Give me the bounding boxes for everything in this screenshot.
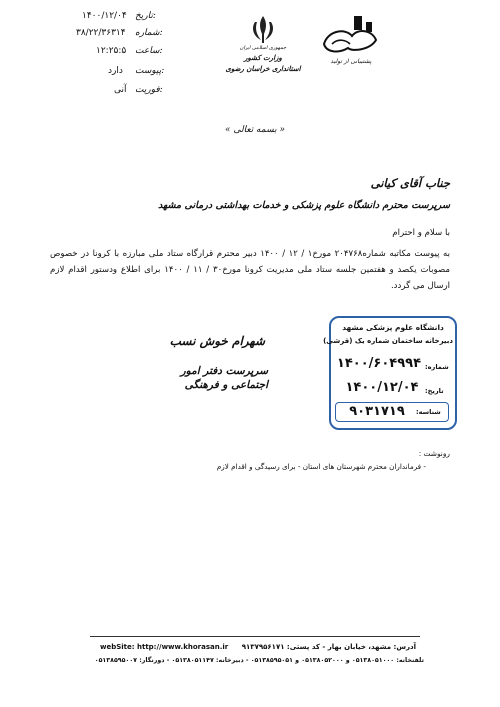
signer-name: شهرام خوش نسب [169,334,265,348]
meta-number-label: شماره: [135,28,163,38]
meta-date-value: ۱۴۰۰/۱۲/۰۴ [82,11,127,21]
meta-attachment-label: پیوست: [135,66,165,76]
meta-time-value: ۱۲:۲۵:۵ [96,46,127,56]
production-support-logo [318,14,384,72]
emblem-caption-2: وزارت کشور [244,53,282,62]
stamp-office: دبیرخانه ساختمان شماره یک (قرشی) [323,337,453,345]
footer-website: webSite: http://www.khorasan.ir [100,643,229,651]
footer-address: آدرس: مشهد، خیابان بهار - کد پستی: ۹۱۳۷۹۵۶۱۷۱ [241,643,416,651]
stamp-number-label: شماره: [425,363,449,371]
stamp-number-value: ۱۴۰۰/۶۰۴۹۹۴ [336,356,421,371]
addressee-name: جناب آقای کیانی [370,176,450,190]
invocation-line: « بسمه تعالی » [225,125,285,135]
meta-date-label: تاریخ: [135,11,156,21]
meta-number-value: ۳۸/۲۲/۳۶۳۱۴ [76,28,126,38]
stamp-university: دانشگاه علوم پزشکی مشهد [342,323,444,332]
iran-emblem [225,12,301,82]
meta-attachment-value: دارد [108,66,123,76]
meta-time-label: ساعت: [135,46,163,56]
greeting-line: با سلام و احترام [392,228,450,238]
stamp-id-label: شناسه: [416,408,441,416]
factory-icon [318,14,384,58]
meta-priority-value: آنی [114,85,127,95]
stamp-date-value: ۱۴۰۰/۱۲/۰۴ [345,380,419,395]
footer-divider [90,636,420,637]
meta-priority-label: فوریت: [135,85,163,95]
stamp-date-label: تاریخ: [425,387,444,395]
emblem-caption-1: جمهوری اسلامی ایران [239,45,287,51]
letter-body: به پیوست مکاتبه شماره۲۰۴۷۶۸ مورخ۱ / ۱۲ / ۱۴۰۰ دبیر محترم قرارگاه ستاد ملی مبارزه با کرونا در خصوص مصوبات یکصد و هفتمین جلسه ستاد ملی مدیریت کرونا مورخ۳۰ / ۱۱ / ۱۴۰۰ برای اطلاع ودستور اقدام لازم ارسال می گردد. [50,249,450,291]
stamp-id-box [335,402,449,422]
secretariat-stamp [323,316,457,430]
emblem-icon [245,14,281,44]
stamp-id-value: ۹۰۳۱۷۱۹ [349,404,405,419]
addressee-title: سرپرست محترم دانشگاه علوم پزشکی و خدمات بهداشتی درمانی مشهد [158,200,450,211]
emblem-caption-3: استانداری خراسان رضوی [225,64,301,73]
logo-caption: پشتیبانی از تولید [330,58,372,65]
cc-recipient: - فرمانداران محترم شهرستان های استان - برای رسیدگی و اقدام لازم [216,462,426,471]
footer-phones: تلفنخانه: ۰۵۱۳۸۰۵۱۰۰۰ و ۰۵۱۳۸۰۵۲۰۰۰ و ۰۵۱۳۸۵۹۵۰۵۱ - دبیرخانه: ۰۵۱۳۸۰۵۱۱۴۷ - دورنگار: ۰۵۱۳۸۵۹۵۰۰۷ [94,657,424,664]
cc-title: رونوشت : [418,449,450,458]
signer-title: سرپرست دفتر امور اجتماعی و فرهنگی [180,365,268,391]
